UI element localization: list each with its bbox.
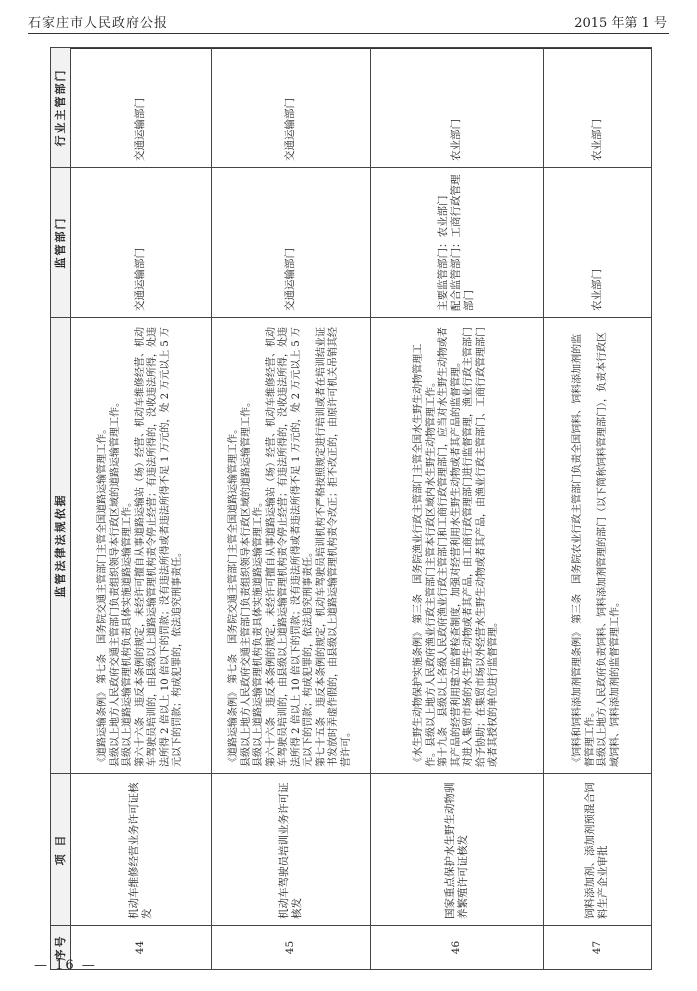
law-paragraph: 《饲料和饲料添加剂管理条例》 第三条 国务院农业行政主管部门负责全国饲料、饲料添加剂的监督管理工作。: [572, 333, 596, 767]
law-paragraph: 《水生野生动物保护实施条例》 第三条 国务院渔业行政主管部门主管全国水生野生动物管理工作。县级以上地方人民政府渔业行政主管部门主管本行政区域内水生野生动物管理工作。: [413, 343, 437, 767]
row-item: 机动车维修经营业务许可证核发: [71, 774, 212, 926]
law-paragraph: 第十九条 县级以上各级人民政府渔业行政主管部门和工商行政管理部门，应当对水生野生动物或者其产品的经营利用建立监督检查制度，加强对经营利用水生野生动物或者其产品的监督管理。: [438, 327, 462, 767]
row-supervisor: 交通运输部门: [211, 168, 370, 318]
law-paragraph: 县级以上地方人民政府交通主管部门负责组织领导本行政区域的道路运输管理工作。: [109, 397, 121, 767]
header-rule: [28, 33, 669, 34]
law-paragraph: 《道路运输条例》 第七条 国务院交通主管部门主管全国道路运输管理工作。: [228, 423, 240, 767]
row-law-basis: [211, 318, 370, 774]
law-paragraph: 第六十六条 违反本条例的规定，未经许可擅自从事道路运输站（场）经营、机动车维修经营、机动车驾驶员培训的，由县级以上道路运输管理机构责令停止经营；有违法所得的，没收违法所得，处违法所得 2 倍以上 10 倍以下的罚款；没有违法所得或者违法所得不足 1 万元的，处 2 万元以上 5 万元以下的罚款；构成犯罪的，依法追究刑事责任。: [134, 327, 184, 767]
table-row: [543, 48, 651, 970]
row-item: 机动车驾驶员培训业务许可证核发: [211, 774, 370, 926]
regulation-table: [50, 47, 652, 970]
row-item: 饲料添加剂、添加剂预混合饲料生产企业审批: [543, 774, 651, 926]
row-item: 国家重点保护水生野生动物驯养繁殖许可证核发: [370, 774, 543, 926]
row-number: 46: [370, 926, 543, 970]
row-number: 47: [543, 926, 651, 970]
col-header-number: 序号: [51, 926, 71, 970]
row-supervisor: 交通运输部门: [71, 168, 212, 318]
law-paragraph: 对进入集贸市场的水生野生动物或者其产品，由工商行政管理部门进行监督管理，渔业行政主管部门给予协助；在集贸市场以外经营水生野生动物或者其产品，由渔业行政主管部门、工商行政管理部门或者其授权的单位进行监督管理。: [463, 327, 500, 767]
law-paragraph: 第六十六条 违反本条例的规定，未经许可擅自从事道路运输站（场）经营、机动车维修经营、机动车驾驶员培训的，由县级以上道路运输管理机构责令停止经营；有违法所得的，没收违法所得，处违法所得 2 倍以上 10 倍以下的罚款；没有违法所得或者违法所得不足 1 万元的，处 2 万元以上 5 万元以下的罚款；构成犯罪的，依法追究刑事责任。: [265, 327, 315, 767]
law-paragraph: 县级以上道路运输管理机构负责具体实施道路运输管理工作。: [253, 497, 265, 767]
row-law-basis: [543, 318, 651, 774]
law-paragraph: 第七十五条 违反本条例的规定，机动车驾驶员培训机构不严格按照规定进行培训或者在培训结业证书发放时弄虚作假的，由县级以上道路运输管理机构责令改正；拒不改正的，由原许可机关吊销其经营许可。: [315, 327, 352, 767]
page-number: — 16 —: [34, 958, 97, 973]
row-law-basis: [71, 318, 212, 774]
issue-number: 2015 年第 1 号: [574, 16, 667, 31]
rotated-table-container: [50, 48, 652, 970]
col-header-item: 项 目: [51, 774, 71, 926]
row-number: 44: [71, 926, 212, 970]
row-industry-authority: 农业部门: [543, 48, 651, 168]
row-industry-authority: 交通运输部门: [211, 48, 370, 168]
col-header-supervisor: 监管部门: [51, 168, 71, 318]
law-paragraph: 县级以上道路运输管理机构负责具体实施道路运输管理工作。: [122, 497, 134, 767]
table-row: [71, 48, 212, 970]
row-number: 45: [211, 926, 370, 970]
regulation-table-frame: [50, 48, 652, 970]
table-row: [211, 48, 370, 970]
row-industry-authority: 农业部门: [370, 48, 543, 168]
col-header-law-basis: 监管法律法规依据: [51, 318, 71, 774]
row-law-basis: [370, 318, 543, 774]
law-paragraph: 县级以上地方人民政府交通主管部门负责组织领导本行政区域的道路运输管理工作。: [240, 397, 252, 767]
table-header-row: [51, 48, 71, 970]
row-supervisor: 主要监管部门：农业部门 配合监管部门：工商行政管理部门: [370, 168, 543, 318]
law-paragraph: 《道路运输条例》 第七条 国务院交通主管部门主管全国道路运输管理工作。: [97, 423, 109, 767]
row-supervisor: 农业部门: [543, 168, 651, 318]
col-header-industry-authority: 行业主管部门: [51, 48, 71, 168]
row-industry-authority: 交通运输部门: [71, 48, 212, 168]
journal-title: 石家庄市人民政府公报: [28, 16, 169, 31]
law-paragraph: 县级以上地方人民政府负责饲料、饲料添加剂管理的部门（以下简称饲料管理部门），负责本行政区域饲料、饲料添加剂的监督管理工作。: [597, 332, 621, 767]
table-row: [370, 48, 543, 970]
